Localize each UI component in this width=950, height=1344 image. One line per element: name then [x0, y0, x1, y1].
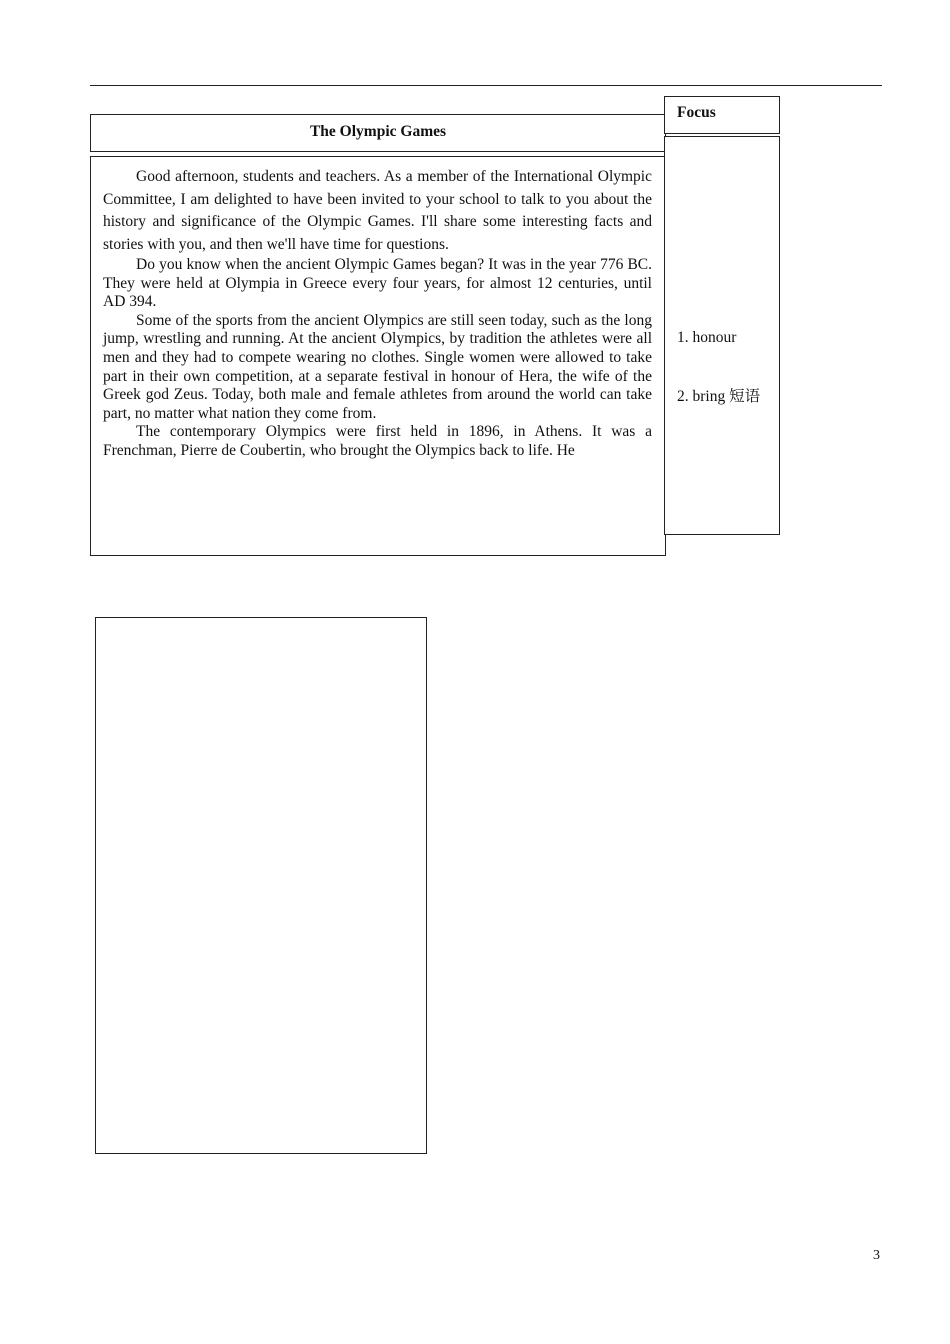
blank-notes-box [95, 617, 427, 1154]
passage-paragraph-3: Some of the sports from the ancient Olympics are still seen today, such as the long jump, wrestling and running. At the ancient Olympics, by tradition the athletes were all men and they had to compete wearing no clothes. Single women were allowed to take part in their own competition, at a separate festival in honour of Hera, the wife of the Greek god Zeus. Today, both male and female athletes from around the world can take part, no matter what nation they come from. [103, 311, 652, 422]
passage-title: The Olympic Games [309, 123, 447, 140]
page-number: 3 [873, 1248, 880, 1263]
focus-item-honour: 1. honour [677, 329, 737, 346]
passage-paragraph-4: The contemporary Olympics were first held in 1896, in Athens. It was a Frenchman, Pierre de Coubertin, who brought the Olympics back to life. He [103, 423, 652, 459]
title-cell [90, 114, 666, 152]
passage-paragraph-1: Good afternoon, students and teachers. As a member of the International Olympic Committee, I am delighted to have been invited to your school to talk to you about the history and significance of the Olympic Games. I'll share some interesting facts and stories with you, and then we'll have time for questions. [103, 168, 652, 253]
passage-cell [90, 156, 666, 556]
passage-body [103, 166, 652, 461]
passage-paragraph-2: Do you know when the ancient Olympic Games began? It was in the year 776 BC. They were held at Olympia in Greece every four years, for almost 12 centuries, until AD 394. [103, 256, 652, 311]
focus-notes-cell [664, 136, 780, 535]
focus-item-bring: 2. bring 短语 [677, 388, 761, 405]
header-rule [90, 85, 882, 86]
focus-label: Focus [677, 104, 716, 121]
focus-header-cell [664, 96, 780, 134]
